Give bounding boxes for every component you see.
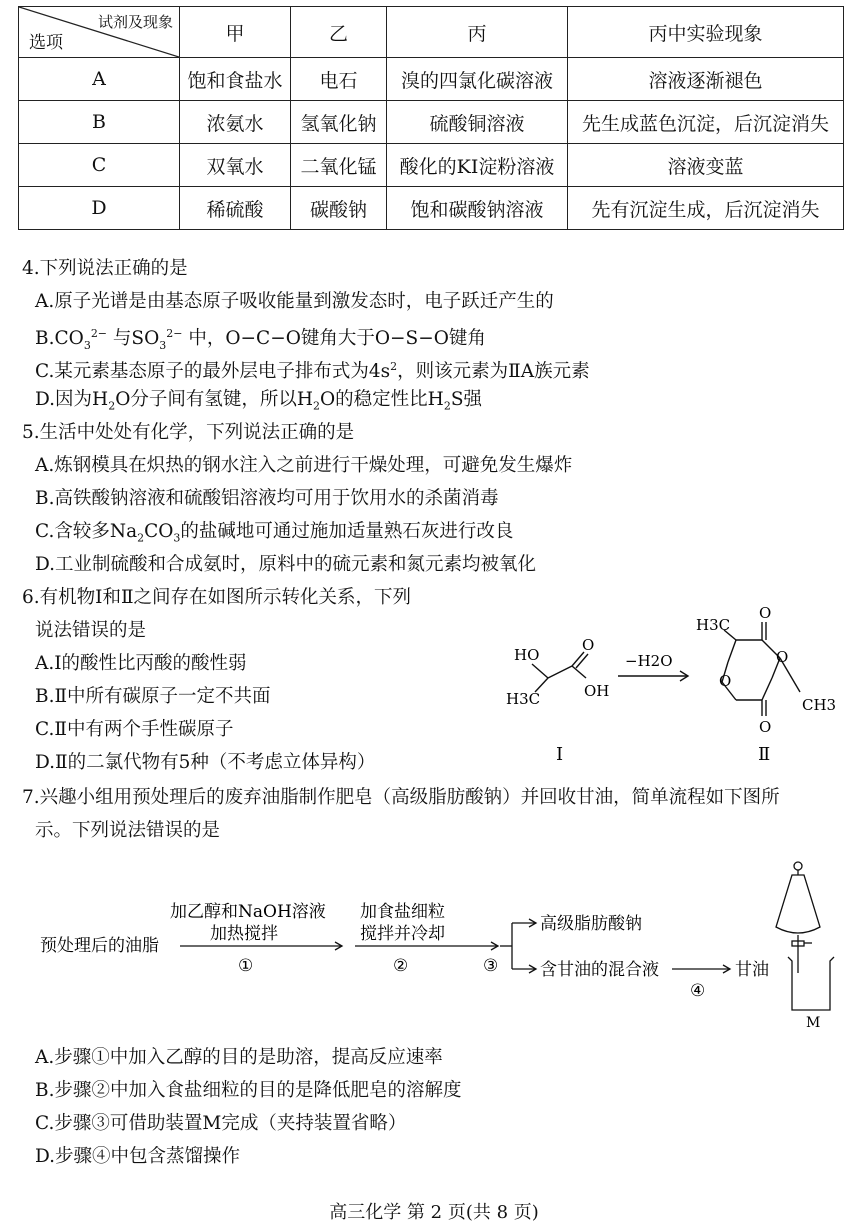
table-row <box>19 187 844 230</box>
flow-step1-num: ① <box>238 956 254 976</box>
fig-h3c1: H3C <box>506 690 541 708</box>
flow-step1-mid: 加热搅拌 <box>210 924 278 944</box>
q5-option-d: D.工业制硫酸和合成氨时，原料中的硫元素和氮元素均被氧化 <box>35 554 537 575</box>
flow-start: 预处理后的油脂 <box>40 936 159 956</box>
header-phenomenon: 丙中实验现象 <box>568 7 844 58</box>
table-corner-cell <box>19 7 180 58</box>
q6-option-a: A.Ⅰ的酸性比丙酸的酸性弱 <box>35 653 247 674</box>
flow-step3-num: ③ <box>483 956 499 976</box>
option-cell: C <box>19 144 180 187</box>
table-cell: 碳酸钠 <box>291 187 387 230</box>
table-row <box>19 101 844 144</box>
table-cell: 饱和碳酸钠溶液 <box>387 187 568 230</box>
q5-stem: 5.生活中处处有化学，下列说法正确的是 <box>22 422 355 443</box>
q4-stem: 4.下列说法正确的是 <box>22 258 188 279</box>
q7-option-a: A.步骤①中加入乙醇的目的是助溶，提高反应速率 <box>35 1047 443 1068</box>
table-row <box>19 144 844 187</box>
table-cell: 酸化的KI淀粉溶液 <box>387 144 568 187</box>
table-cell: 先生成蓝色沉淀，后沉淀消失 <box>568 101 844 144</box>
flow-step1-top: 加乙醇和NaOH溶液 <box>170 902 326 922</box>
lactic-acid-lactide-figure <box>500 600 850 780</box>
q4-option-a: A.原子光谱是由基态原子吸收能量到激发态时，电子跃迁产生的 <box>35 291 554 312</box>
q7-option-b: B.步骤②中加入食盐细粒的目的是降低肥皂的溶解度 <box>35 1080 462 1101</box>
q6-stem-line2: 说法错误的是 <box>35 620 147 641</box>
fig-o-top: O <box>759 604 772 622</box>
q5-option-c: C.含较多$Na_2CO_3$的盐碱地可通过施加适量熟石灰进行改良 <box>35 521 514 545</box>
header-bing: 丙 <box>387 7 568 58</box>
table-cell: 浓氨水 <box>180 101 291 144</box>
fig-o-ring2: O <box>719 672 732 690</box>
table-cell: 硫酸铜溶液 <box>387 101 568 144</box>
table-cell: 二氧化锰 <box>291 144 387 187</box>
reagent-table <box>18 6 844 230</box>
table-row <box>19 58 844 101</box>
fig-ch3: CH3 <box>802 696 837 714</box>
page-footer: 高三化学 第 2 页(共 8 页) <box>329 1202 539 1223</box>
process-flow-diagram <box>30 855 860 1040</box>
corner-top-label: 试剂及现象 <box>97 13 173 31</box>
table-cell: 溶液变蓝 <box>568 144 844 187</box>
fig-label-2: Ⅱ <box>758 744 771 765</box>
q4-option-d: D.因为$H_2O$分子间有氢键，所以$H_2O$的稳定性比$H_2S$强 <box>35 389 482 413</box>
fig-o-ring1: O <box>776 648 789 666</box>
fig-arrow-label: −H2O <box>625 652 673 670</box>
table-cell: 稀硫酸 <box>180 187 291 230</box>
fig-o1: O <box>582 636 595 654</box>
table-cell: 先有沉淀生成，后沉淀消失 <box>568 187 844 230</box>
flow-out2: 含甘油的混合液 <box>540 960 659 980</box>
q6-option-c: C.Ⅱ中有两个手性碳原子 <box>35 719 234 740</box>
flow-out1: 高级脂肪酸钠 <box>540 914 642 934</box>
q7-stem-line2: 示。下列说法错误的是 <box>35 820 221 841</box>
q6-option-d: D.Ⅱ的二氯代物有5种（不考虑立体异构） <box>35 752 376 773</box>
q5-option-a: A.炼钢模具在炽热的钢水注入之前进行干燥处理，可避免发生爆炸 <box>35 455 573 476</box>
table-header-row <box>19 7 844 58</box>
option-cell: B <box>19 101 180 144</box>
fig-oh: OH <box>584 682 610 700</box>
q6-stem-line1: 6.有机物Ⅰ和Ⅱ之间存在如图所示转化关系，下列 <box>22 587 412 608</box>
table-cell: 电石 <box>291 58 387 101</box>
q4-option-c: C.某元素基态原子的最外层电子排布式为$4s^2$，则该元素为ⅡA族元素 <box>35 360 590 383</box>
flow-step2-top: 加食盐细粒 <box>360 902 445 922</box>
device-m-label: M <box>806 1015 821 1031</box>
flow-out3: 甘油 <box>735 960 769 980</box>
flow-step2-num: ② <box>393 956 409 976</box>
option-cell: A <box>19 58 180 101</box>
q4-option-b: $B.CO_3^{2-}$ 与$SO_3^{2-}$ 中，O−C−O键角大于O−S−O键角 <box>35 327 486 352</box>
table-cell: 溴的四氯化碳溶液 <box>387 58 568 101</box>
table-cell: 饱和食盐水 <box>180 58 291 101</box>
q6-option-b: B.Ⅱ中所有碳原子一定不共面 <box>35 686 271 707</box>
fig-h3c2: H3C <box>696 616 731 634</box>
q5-option-b: B.高铁酸钠溶液和硫酸铝溶液均可用于饮用水的杀菌消毒 <box>35 488 499 509</box>
q7-stem-line1: 7.兴趣小组用预处理后的废弃油脂制作肥皂（高级脂肪酸钠）并回收甘油，简单流程如下图所 <box>22 787 780 808</box>
header-jia: 甲 <box>180 7 291 58</box>
corner-bottom-label: 选项 <box>29 33 63 53</box>
flow-step4-num: ④ <box>690 981 706 1001</box>
flow-step2-mid: 搅拌并冷却 <box>360 924 445 944</box>
fig-ho: HO <box>514 646 540 664</box>
header-yi: 乙 <box>291 7 387 58</box>
q7-option-d: D.步骤④中包含蒸馏操作 <box>35 1146 241 1167</box>
fig-label-1: Ⅰ <box>556 744 564 765</box>
q7-option-c: C.步骤③可借助装置M完成（夹持装置省略） <box>35 1113 407 1134</box>
option-cell: D <box>19 187 180 230</box>
fig-o-bot: O <box>759 718 772 736</box>
table-cell: 氢氧化钠 <box>291 101 387 144</box>
table-cell: 溶液逐渐褪色 <box>568 58 844 101</box>
table-cell: 双氧水 <box>180 144 291 187</box>
